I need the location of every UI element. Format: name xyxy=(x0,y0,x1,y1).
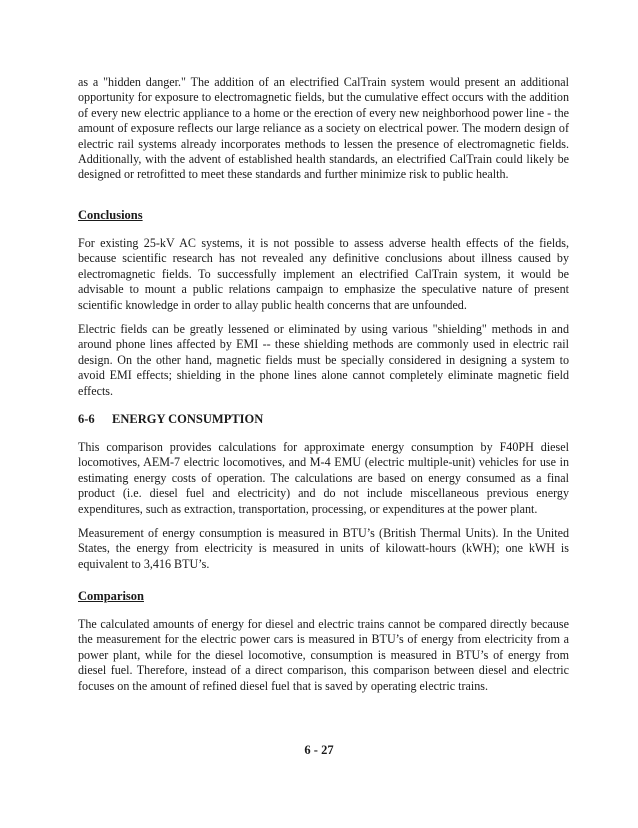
energy-text-1: This comparison provides calculations for approximate energy consumption by F40PH diesel locomotives, AEM-7 electric locomotives, and M-4 EMU (electric multiple-unit) vehicles for use in estimating energy costs of operation. The calculations are based on energy consumed as a final product (i.e. diesel fuel and electricity) and do not include miscellaneous previous energy expenditures, such as extraction, transportation, processing, or expenditures at the power plant. xyxy=(78,440,569,516)
conclusions-paragraph-1 xyxy=(78,236,569,313)
intro-paragraph xyxy=(78,75,569,183)
page-number: 6 - 27 xyxy=(304,743,334,757)
conclusions-paragraph-2 xyxy=(78,322,569,399)
comparison-text: The calculated amounts of energy for diesel and electric trains cannot be compared directly because the measurement for the electric power cars is measured in BTU’s of energy from electricity from a power plant, while for the diesel locomotive, consumption is measured in BTU’s of energy from diesel fuel. Therefore, instead of a direct comparison, this comparison between diesel and electric focuses on the amount of refined diesel fuel that is saved by operating electric trains. xyxy=(78,617,569,693)
energy-paragraph-1 xyxy=(78,440,569,517)
energy-text-2: Measurement of energy consumption is measured in BTU’s (British Thermal Units). In the United States, the energy from electricity is measured in units of kilowatt-hours (kWH); one kWH is equivalent to 3,416 BTU’s. xyxy=(78,526,569,571)
comparison-heading: Comparison xyxy=(78,589,144,603)
section-title: ENERGY CONSUMPTION xyxy=(112,412,264,426)
conclusions-text-2: Electric fields can be greatly lessened or eliminated by using various "shielding" methods in and around phone lines affected by EMI -- these shielding methods are commonly used in electric rail design. On the other hand, magnetic fields must be specially considered in designing a system to avoid EMI effects; shielding in the phone lines alone cannot completely eliminate magnetic field effects. xyxy=(78,322,569,398)
section-heading xyxy=(78,412,263,427)
conclusions-text-1: For existing 25-kV AC systems, it is not possible to assess adverse health effects of the fields, because scientific research has not revealed any definitive conclusions about illness caused by electromagnetic fields. To successfully implement an electrified CalTrain system, it would be advisable to mount a public relations campaign to emphasize the speculative nature of present scientific knowledge in order to allay public health concerns that are unfounded. xyxy=(78,236,569,312)
comparison-paragraph xyxy=(78,617,569,694)
intro-text: as a "hidden danger." The addition of an electrified CalTrain system would present an additional opportunity for exposure to electromagnetic fields, but the cumulative effect occurs with the addition of every new electric appliance to a home or the erection of every new neighborhood power line - the amount of exposure reflects our large reliance as a society on electrical power. The modern design of electric rail systems already incorporates methods to lessen the presence of electromagnetic fields. Additionally, with the advent of established health standards, an electrified CalTrain could likely be designed or retrofitted to meet these standards and further minimize risk to public health. xyxy=(78,75,569,182)
conclusions-heading: Conclusions xyxy=(78,208,143,222)
section-number: 6-6 xyxy=(78,412,95,426)
energy-paragraph-2 xyxy=(78,526,569,572)
